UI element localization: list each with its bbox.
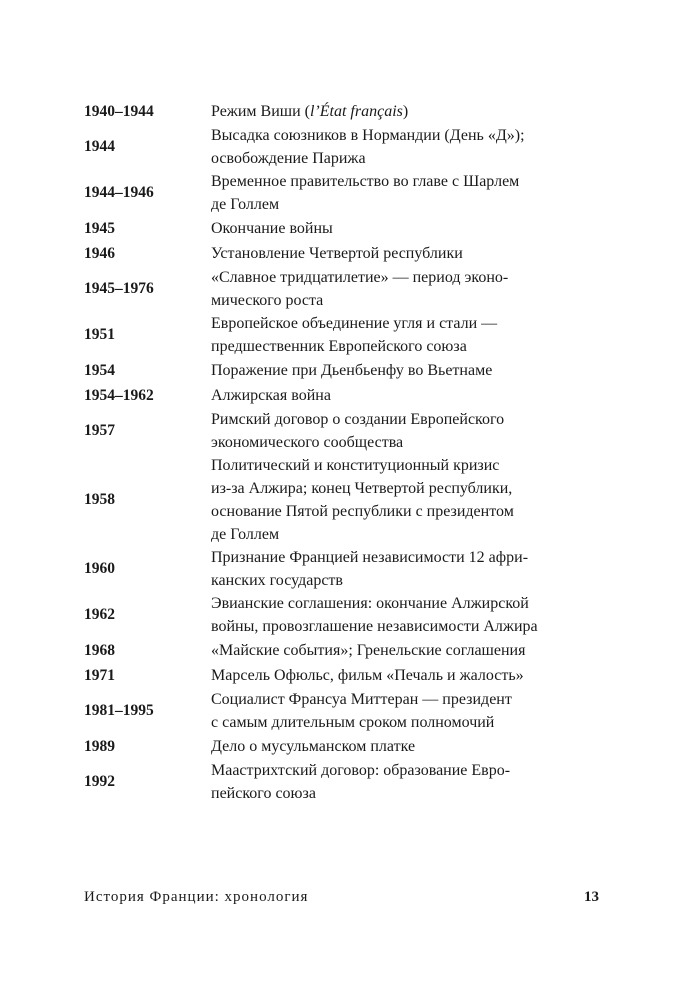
timeline-row — [84, 170, 564, 216]
timeline-year: 1944 — [84, 138, 115, 155]
timeline-year: 1951 — [84, 326, 115, 343]
timeline-year: 1954 — [84, 361, 115, 379]
timeline-year: 1989 — [84, 737, 115, 755]
timeline-event: Социалист Франсуа Миттеран — президент с самым длительным сроком полномочий — [211, 691, 512, 731]
timeline-event: Дело о мусульманском платке — [211, 738, 416, 755]
timeline-row — [84, 99, 564, 124]
timeline-event: Маастрихтский договор: образование Евро- пейского союза — [211, 762, 511, 802]
timeline-row — [84, 663, 564, 688]
timeline-event: Поражение при Дьенбьенфу во Вьетнаме — [211, 362, 493, 379]
timeline-year: 1940–1944 — [84, 102, 154, 120]
timeline-year: 1958 — [84, 491, 115, 508]
timeline-year: 1946 — [84, 244, 115, 262]
timeline-event: Временное правительство во главе с Шарлем де Голлем — [211, 173, 520, 213]
timeline-event: Режим Виши (l’État français) — [211, 103, 409, 120]
timeline-row — [84, 734, 564, 759]
timeline-event: Эвианские соглашения: окончание Алжирской войны, провозглашение независимости Алжира — [211, 595, 538, 635]
timeline-year: 1945–1976 — [84, 280, 154, 297]
timeline-year: 1971 — [84, 666, 115, 684]
timeline-row — [84, 312, 564, 358]
timeline-event: Установление Четвертой республики — [211, 245, 463, 262]
timeline-year: 1962 — [84, 606, 115, 623]
timeline-year: 1960 — [84, 560, 115, 577]
timeline-row — [84, 216, 564, 241]
timeline-event: Политический и конституционный кризис из-за Алжира; конец Четвертой республики, основание Пятой республики с президентом де Голлем — [211, 457, 514, 543]
timeline-year: 1945 — [84, 219, 115, 237]
timeline-event: Марсель Офюльс, фильм «Печаль и жалость» — [211, 667, 524, 684]
timeline-event: Окончание войны — [211, 220, 333, 237]
timeline-year: 1968 — [84, 641, 115, 659]
page-footer — [84, 889, 599, 906]
timeline-row — [84, 592, 564, 638]
timeline-year: 1981–1995 — [84, 702, 154, 719]
timeline-row — [84, 241, 564, 266]
timeline-year: 1944–1946 — [84, 184, 154, 201]
timeline-row — [84, 408, 564, 454]
timeline-event: «Майские события»; Гренельские соглашения — [211, 642, 526, 659]
timeline-event: Европейское объединение угля и стали — предшественник Европейского союза — [211, 315, 498, 355]
timeline-event: Алжирская война — [211, 387, 331, 404]
timeline-row — [84, 383, 564, 408]
timeline-year: 1992 — [84, 773, 115, 790]
timeline-row — [84, 759, 564, 805]
running-title: История Франции: хронология — [84, 889, 309, 905]
timeline-event: Римский договор о создании Европейского экономического сообщества — [211, 411, 505, 451]
timeline-row — [84, 688, 564, 734]
page-number: 13 — [584, 889, 599, 905]
timeline-row — [84, 266, 564, 312]
timeline-event: Признание Францией независимости 12 афри- канских государств — [211, 549, 529, 589]
timeline-row — [84, 546, 564, 592]
timeline-row — [84, 638, 564, 663]
timeline-event: Высадка союзников в Нормандии (День «Д»); освобождение Парижа — [211, 127, 525, 167]
timeline-event: «Славное тридцатилетие» — период эконо- мического роста — [211, 269, 509, 309]
timeline-row — [84, 454, 564, 546]
timeline-row — [84, 124, 564, 170]
chronology-table — [84, 99, 564, 805]
timeline-year: 1957 — [84, 422, 115, 439]
timeline-row — [84, 358, 564, 383]
timeline-year: 1954–1962 — [84, 386, 154, 404]
